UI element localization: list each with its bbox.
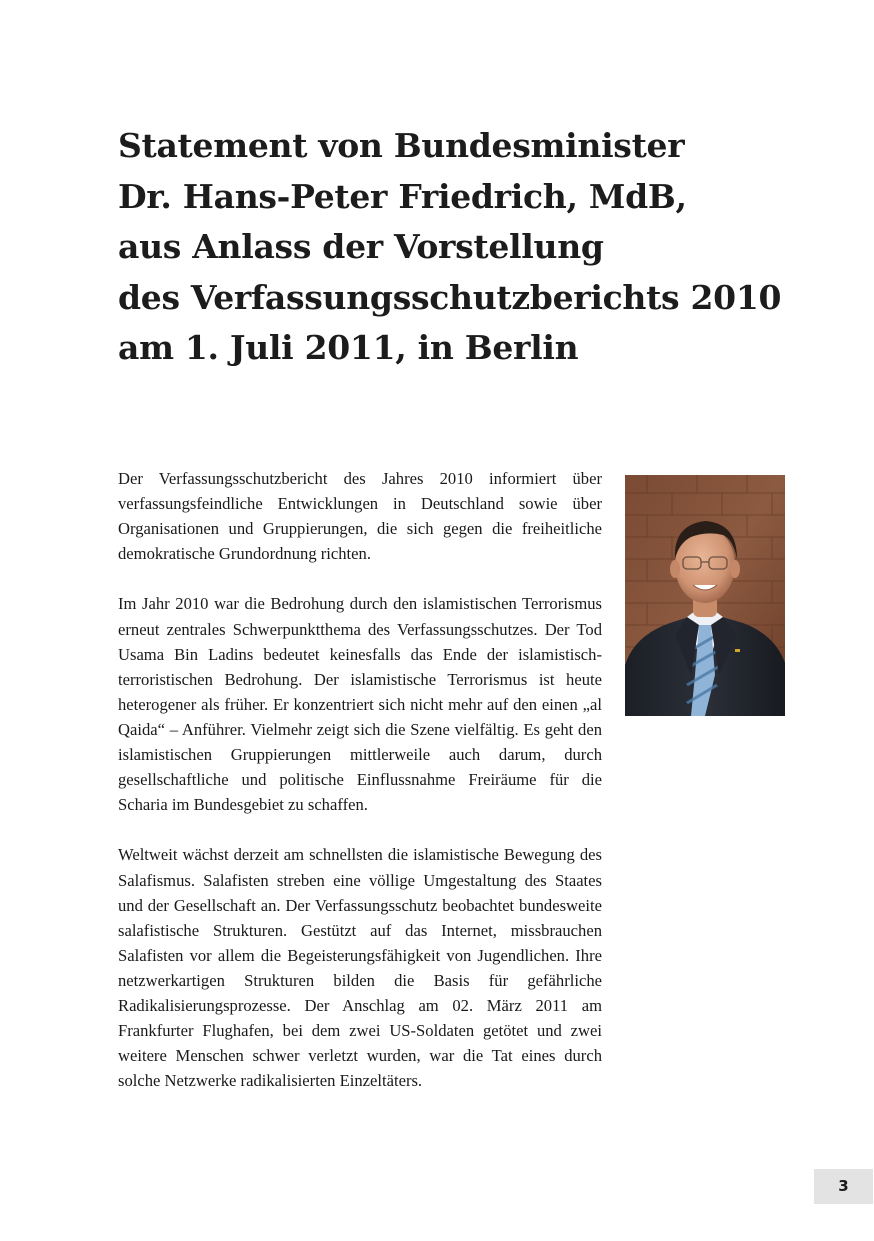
portrait-photo [625,475,785,716]
title-line-5: am 1. Juli 2011, in Berlin [118,328,579,367]
page-number: 3 [814,1169,873,1204]
paragraph-1: Der Verfassungsschutzbericht des Jahres 2010 informiert über verfassungsfeindliche Entwicklungen in Deutschland sowie über Organisationen und Gruppierungen, die sich gegen die freiheitliche demokratische Grundordnung richten. [118,469,602,564]
page-title [118,121,818,374]
title-line-4: des Verfassungsschutzberichts 2010 [118,277,782,317]
paragraph-3: Weltweit wächst derzeit am schnellsten die islamistische Bewegung des Salafismus. Salafisten streben eine völlige Umgestaltung des Staates und der Gesellschaft an. Der Verfassungsschutz beobachtet bundesweite salafistische Strukturen. Gestützt auf das Internet, missbrauchen Salafisten vor allem die Begeisterungsfähigkeit von Jugendlichen. Ihre netzwerkartigen Strukturen bilden die Basis für gefährliche Radikalisierungsprozesse. Der Anschlag am 02. März 2011 am Frankfurter Flughafen, bei dem zwei US-Soldaten getötet und zwei weitere Menschen schwer verletzt wurden, war die Tat eines durch solche Netzwerke radikalisierten Einzeltäters. [118,845,602,1091]
body-text [118,466,602,1118]
paragraph-2: Im Jahr 2010 war die Bedrohung durch den islamistischen Terrorismus erneut zentrales Schwerpunktthema des Verfassungsschutzes. Der Tod Usama Bin Ladins bedeutet keinesfalls das Ende der islamistisch-terroristischen Bedrohung. Der islamistische Terrorismus ist heute heterogener als früher. Er konzentriert sich nicht mehr auf den einen „al Qaida“ – Anführer. Vielmehr zeigt sich die Szene vielfältig. Es geht den islamistischen Gruppierungen mittlerweile auch darum, durch gesellschaftliche und politische Einflussnahme Freiräume für die Scharia im Bundesgebiet zu schaffen. [118,594,602,815]
portrait-illustration [625,475,785,716]
title-line-2: Dr. Hans-Peter Friedrich, MdB, [118,176,687,216]
title-line-3: aus Anlass der Vorstellung [118,227,604,266]
title-line-1: Statement von Bundesminister [118,126,685,165]
